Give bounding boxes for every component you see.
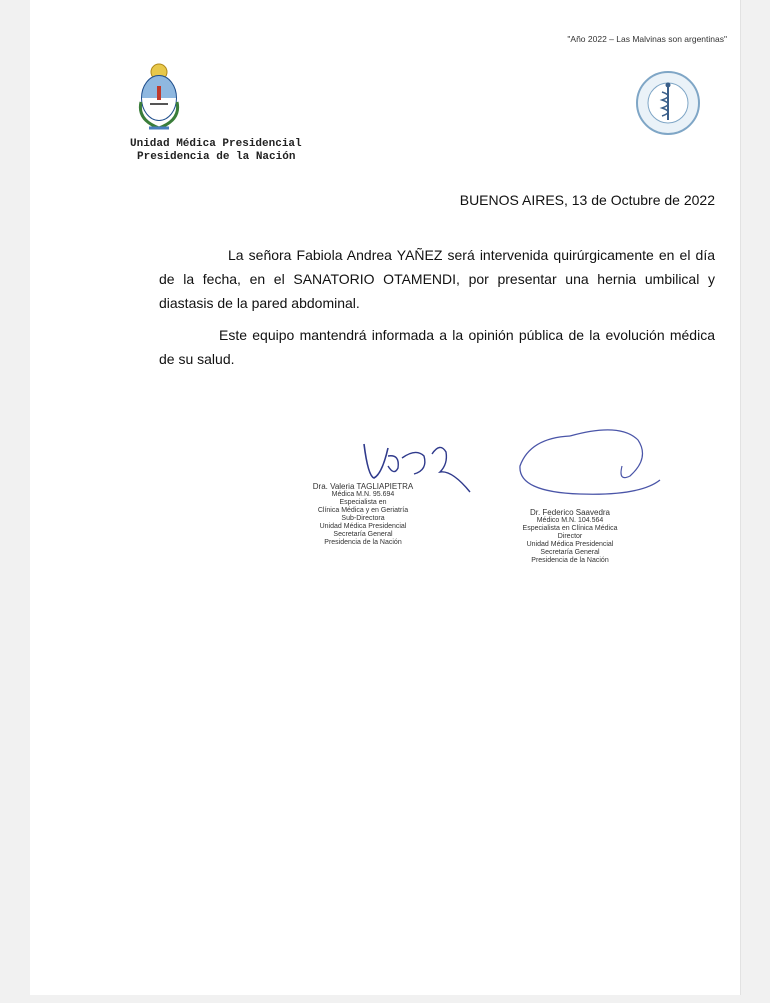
letter-body [159,243,715,379]
letter-page [30,0,741,995]
letter-date: BUENOS AIRES, 13 de Octubre de 2022 [459,192,715,208]
coat-of-arms-icon [135,62,183,134]
signer-detail: Secretaría General [540,549,600,556]
signature-block-left [288,483,438,547]
medical-unit-seal-icon [635,70,701,136]
signer-detail: Secretaría General [333,531,393,538]
signer-detail: Director [557,533,583,540]
signer-detail: Unidad Médica Presidencial [526,541,614,548]
organization-header [130,138,302,164]
org-unit: Unidad Médica Presidencial [130,138,302,150]
signer-detail: Médica M.N. 95.694 [331,491,395,498]
paragraph-followup: Este equipo mantendrá informada a la opinión pública de la evolución médica de su salud. [159,327,715,367]
signer-detail: Clínica Médica y en Geriatría [317,507,409,514]
paragraph-surgery: La señora Fabiola Andrea YAÑEZ será intervenida quirúrgicamente en el día de la fecha, en el SANATORIO OTAMENDI, por presentar una hernia umbilical y diastasis de la pared abdominal. [159,247,715,311]
signer-name-left: Dra. Valeria TAGLIAPIETRA [312,482,414,491]
signer-detail: Sub-Directora [341,515,385,522]
signer-detail: Presidencia de la Nación [324,539,402,546]
signer-detail: Especialista en Clínica Médica [522,525,618,532]
signature-block-right [510,509,630,565]
org-presidency: Presidencia de la Nación [137,151,296,163]
year-motto: "Año 2022 – Las Malvinas son argentinas" [567,34,727,44]
signer-detail: Presidencia de la Nación [531,557,609,564]
signer-detail: Médico M.N. 104.564 [536,517,604,524]
signature-right-icon [510,418,670,503]
signer-detail: Especialista en [339,499,387,506]
signer-detail: Unidad Médica Presidencial [319,523,407,530]
signer-name-right: Dr. Federico Saavedra [529,508,611,517]
